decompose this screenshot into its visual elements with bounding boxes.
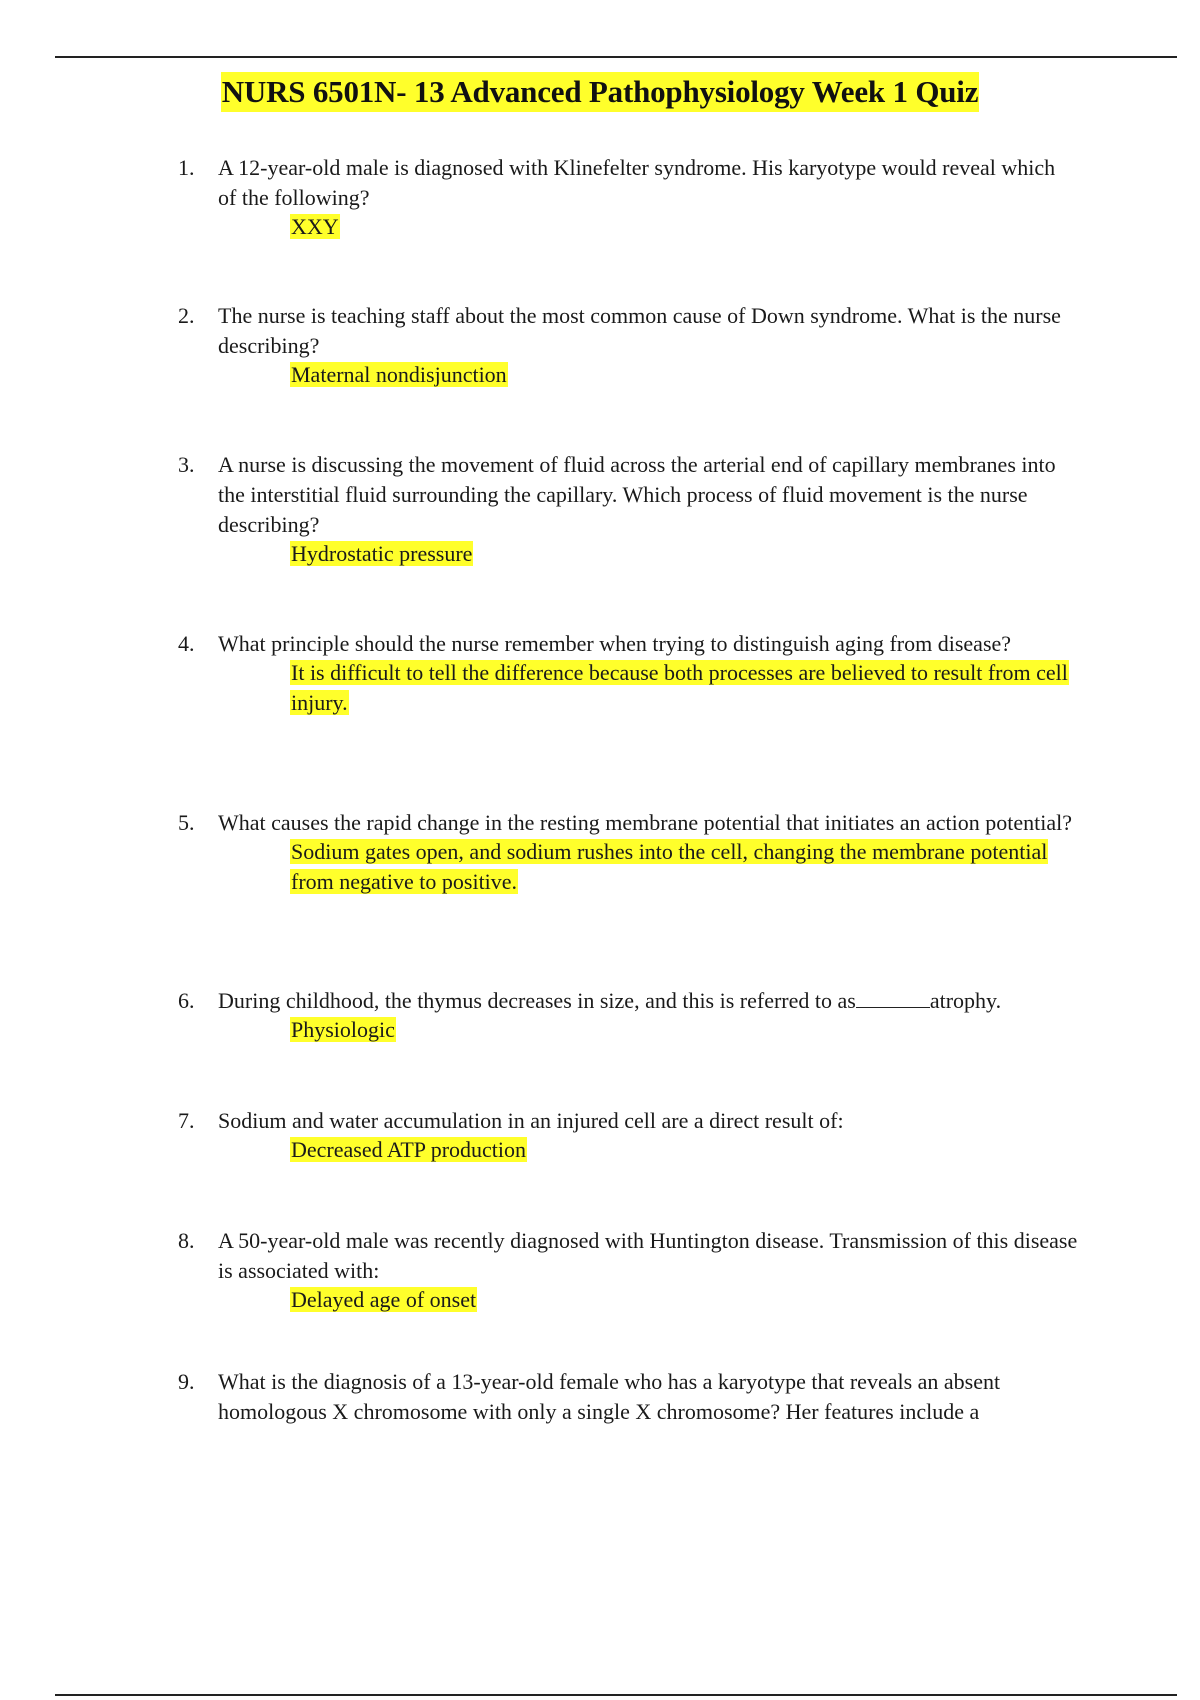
answer <box>290 1135 1090 1165</box>
answer-highlight: Sodium gates open, and sodium rushes into the cell, changing the membrane potential from negative to positive. <box>291 839 1048 894</box>
answer <box>290 212 1090 242</box>
question-text: The nurse is teaching staff about the most common cause of Down syndrome. What is the nurse describing? <box>218 303 1061 358</box>
top-rule <box>55 56 1177 58</box>
question-3 <box>178 450 1078 569</box>
question-number: 3. <box>178 452 195 477</box>
title-container <box>0 72 1200 112</box>
answer <box>290 1015 1090 1045</box>
question-text: What causes the rapid change in the resting membrane potential that initiates an action potential? <box>218 810 1073 835</box>
question-number: 7. <box>178 1108 195 1133</box>
question-number: 4. <box>178 631 195 656</box>
question-number: 5. <box>178 810 195 835</box>
question-8 <box>178 1226 1078 1315</box>
question-number: 8. <box>178 1228 195 1253</box>
answer-highlight: Physiologic <box>291 1017 395 1042</box>
question-9 <box>178 1367 1078 1427</box>
answer <box>290 539 1090 569</box>
question-text-before: During childhood, the thymus decreases in size, and this is referred to as <box>218 988 856 1013</box>
question-text-after: atrophy. <box>929 988 1002 1013</box>
question-text: What is the diagnosis of a 13-year-old female who has a karyotype that reveals an absent homologous X chromosome with only a single X chromosome? Her features include a <box>218 1369 1001 1424</box>
bottom-rule <box>55 1694 1177 1696</box>
answer-highlight: It is difficult to tell the difference because both processes are believed to result from cell injury. <box>291 660 1068 715</box>
question-number: 2. <box>178 303 195 328</box>
answer-highlight: Maternal nondisjunction <box>291 362 507 387</box>
question-7 <box>178 1106 1078 1165</box>
question-2 <box>178 301 1078 390</box>
fill-in-blank <box>856 989 930 1008</box>
question-text: What principle should the nurse remember when trying to distinguish aging from disease? <box>218 631 1012 656</box>
answer <box>290 1285 1090 1315</box>
question-5 <box>178 808 1078 897</box>
question-text: A nurse is discussing the movement of fluid across the arterial end of capillary membranes into the interstitial fluid surrounding the capillary. Which process of fluid movement is the nurse describing? <box>218 452 1056 537</box>
answer-highlight: Delayed age of onset <box>291 1287 477 1312</box>
answer-highlight: XXY <box>291 214 339 239</box>
question-text: A 50-year-old male was recently diagnosed with Huntington disease. Transmission of this disease is associated with: <box>218 1228 1078 1283</box>
question-text: A 12-year-old male is diagnosed with Klinefelter syndrome. His karyotype would reveal which of the following? <box>218 155 1056 210</box>
question-number: 1. <box>178 155 195 180</box>
answer-highlight: Decreased ATP production <box>291 1137 527 1162</box>
question-4 <box>178 629 1078 718</box>
document-title: NURS 6501N- 13 Advanced Pathophysiology Week 1 Quiz <box>221 72 980 112</box>
question-text <box>218 986 1078 1016</box>
answer <box>290 837 1090 897</box>
question-text: Sodium and water accumulation in an injured cell are a direct result of: <box>218 1108 844 1133</box>
answer <box>290 360 1090 390</box>
answer <box>290 658 1090 718</box>
question-1 <box>178 153 1078 242</box>
question-number: 6. <box>178 988 195 1013</box>
answer-highlight: Hydrostatic pressure <box>291 541 473 566</box>
question-6 <box>178 986 1078 1045</box>
question-number: 9. <box>178 1369 195 1394</box>
